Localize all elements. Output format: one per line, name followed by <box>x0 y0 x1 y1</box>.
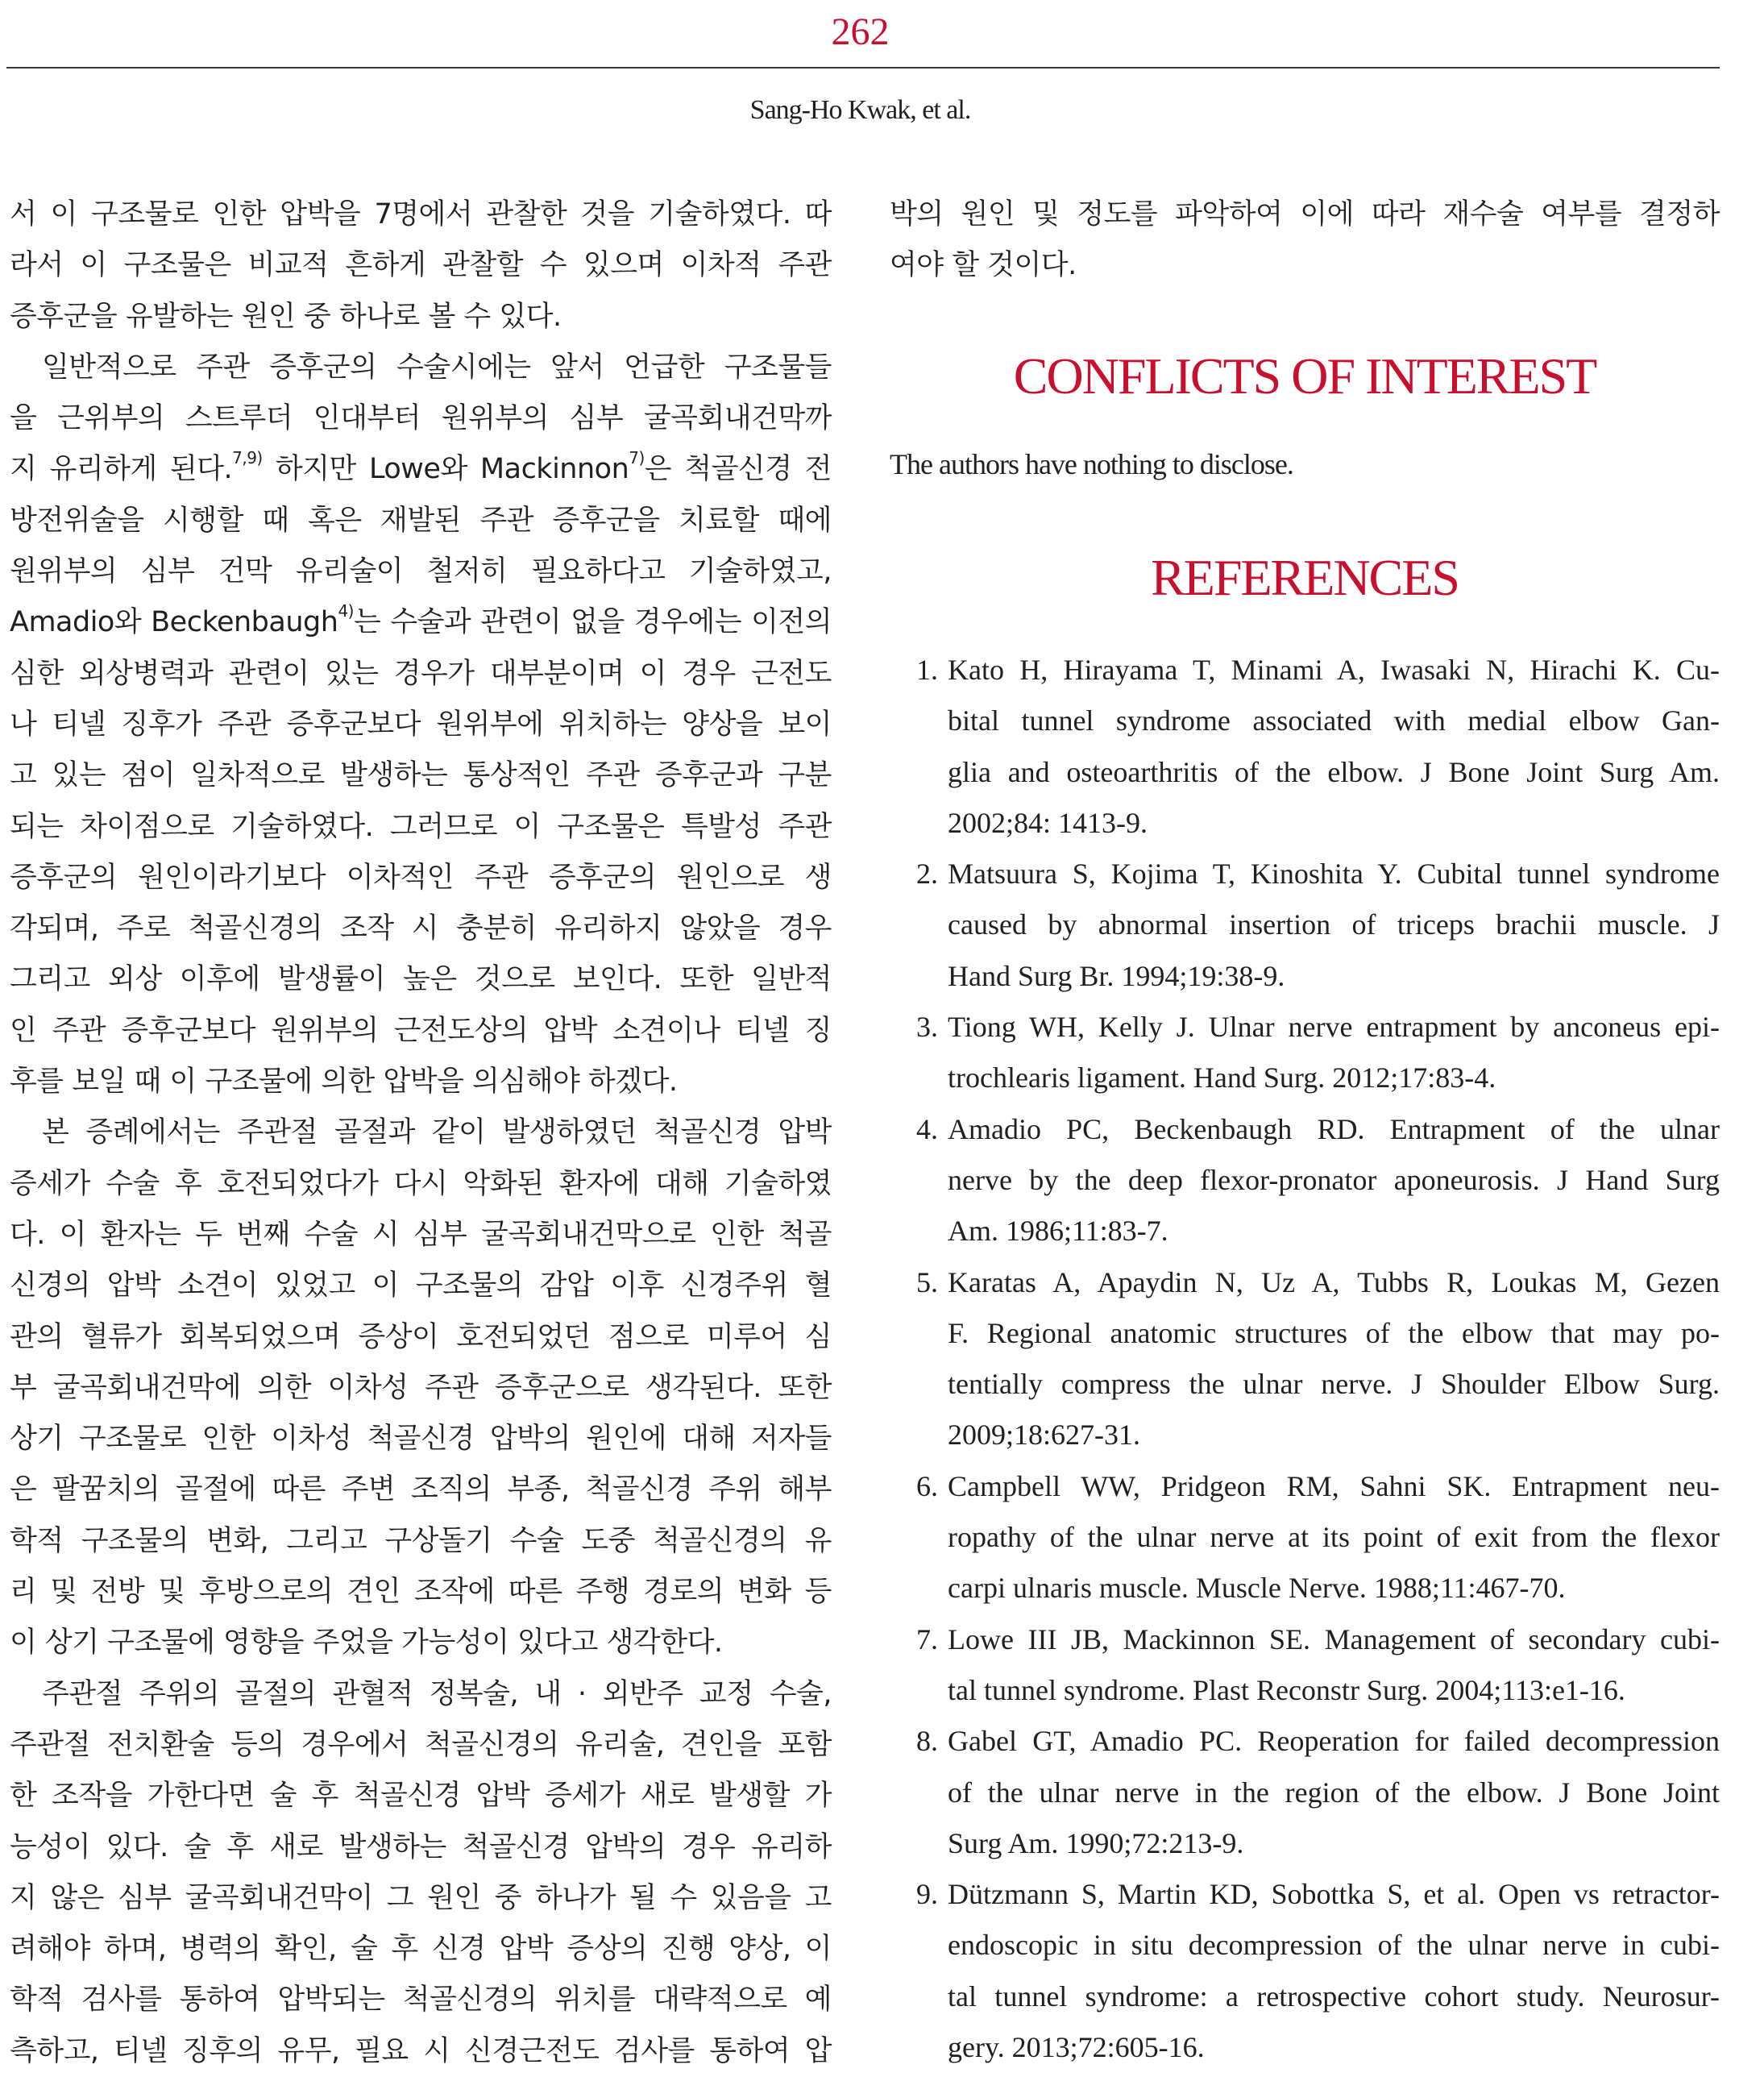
body-text: 은 척골신경 전 <box>644 453 832 486</box>
reference-number: 6. <box>916 1469 938 1502</box>
reference-item <box>890 1461 1720 1614</box>
reference-list <box>890 645 1720 2073</box>
reference-number: 4. <box>916 1112 938 1145</box>
body-line: 능성이 있다. 술 후 새로 발생하는 척골신경 압박의 경우 유리하 <box>10 1830 832 1863</box>
reference-line: Hand Surg Br. 1994;19:38-9. <box>948 959 1285 992</box>
reference-line: Tiong WH, Kelly J. Ulnar nerve entrapment by anconeus epi- <box>948 1011 1720 1044</box>
reference-item <box>890 1257 1720 1461</box>
reference-line: tentially compress the ulnar nerve. J Shoulder Elbow Surg. <box>948 1368 1720 1401</box>
body-line: 을 근위부의 스트루더 인대부터 원위부의 심부 굴곡회내건막까 <box>10 402 832 435</box>
reference-number: 2. <box>916 858 938 891</box>
reference-number: 3. <box>916 1011 938 1044</box>
body-line: 려해야 하며, 병력의 확인, 술 후 신경 압박 증상의 진행 양상, 이 <box>10 1933 832 1966</box>
body-line: 본 증례에서는 주관절 골절과 같이 발생하였던 척골신경 압박 <box>42 1116 832 1149</box>
reference-line: Gabel GT, Amadio PC. Reoperation for failed decompression <box>948 1725 1720 1758</box>
body-line: 후를 보일 때 이 구조물에 의한 압박을 의심해야 하겠다. <box>10 1066 678 1099</box>
reference-line: gery. 2013;72:605-16. <box>948 2031 1205 2064</box>
body-line: 인 주관 증후군보다 원위부의 근전도상의 압박 소견이나 티넬 징 <box>10 1014 832 1047</box>
body-line: 리 및 전방 및 후방으로의 견인 조작에 따른 주행 경로의 변화 등 <box>10 1576 832 1609</box>
body-line: 되는 차이점으로 기술하였다. 그러므로 이 구조물은 특발성 주관 <box>10 810 832 843</box>
citation: 4) <box>338 601 354 621</box>
body-line-with-citations <box>10 444 832 495</box>
body-line: 상기 구조물로 인한 이차성 척골신경 압박의 원인에 대해 저자들 <box>10 1423 832 1456</box>
body-line: 박의 원인 및 정도를 파악하여 이에 따라 재수술 여부를 결정하 <box>890 198 1720 231</box>
reference-number: 9. <box>916 1878 938 1911</box>
body-text: 하지만 Lowe와 Mackinnon <box>275 453 629 486</box>
reference-line: endoscopic in situ decompression of the ulnar nerve in cubi- <box>948 1929 1720 1962</box>
body-line: 원위부의 심부 건막 유리술이 철저히 필요하다고 기술하였고, <box>10 555 832 588</box>
reference-line: nerve by the deep flexor-pronator aponeurosis. J Hand Surg <box>948 1163 1720 1196</box>
left-column-body <box>10 189 832 2077</box>
reference-line: Matsuura S, Kojima T, Kinoshita Y. Cubital tunnel syndrome <box>948 858 1720 891</box>
body-line: 여야 할 것이다. <box>890 249 1077 282</box>
body-line: 부 굴곡회내건막에 의한 이차성 주관 증후군으로 생각된다. 또한 <box>10 1371 832 1404</box>
body-text: 는 수술과 관련이 없을 경우에는 이전의 <box>353 606 832 639</box>
body-line: 측하고, 티넬 징후의 유무, 필요 시 신경근전도 검사를 통하여 압 <box>10 2034 832 2067</box>
body-line: 한 조작을 가한다면 술 후 척골신경 압박 증세가 새로 발생할 가 <box>10 1780 832 1813</box>
reference-line: ropathy of the ulnar nerve at its point of exit from the flexor <box>948 1521 1720 1554</box>
body-line: 주관절 전치환술 등의 경우에서 척골신경의 유리술, 견인을 포함 <box>10 1728 832 1761</box>
body-line: 이 상기 구조물에 영향을 주었을 가능성이 있다고 생각한다. <box>10 1626 723 1660</box>
right-column <box>890 189 1720 2064</box>
body-line: 은 팔꿈치의 골절에 따른 주변 조직의 부종, 척골신경 주위 해부 <box>10 1473 832 1506</box>
reference-number: 5. <box>916 1265 938 1298</box>
running-head: Sang-Ho Kwak, et al. <box>749 95 971 125</box>
body-line: 심한 외상병력과 관련이 있는 경우가 대부분이며 이 경우 근전도 <box>10 657 832 690</box>
body-line: 각되며, 주로 척골신경의 조작 시 충분히 유리하지 않았을 경우 <box>10 912 832 945</box>
reference-item <box>890 1614 1720 1717</box>
header-divider <box>6 67 1720 69</box>
body-line: 신경의 압박 소견이 있었고 이 구조물의 감압 이후 신경주위 혈 <box>10 1269 832 1302</box>
page-number: 262 <box>831 10 890 53</box>
body-line: 고 있는 점이 일차적으로 발생하는 통상적인 주관 증후군과 구분 <box>10 759 832 792</box>
body-line: 라서 이 구조물은 비교적 흔하게 관찰할 수 있으며 이차적 주관 <box>10 249 832 282</box>
reference-line: Lowe III JB, Mackinnon SE. Management of secondary cubi- <box>948 1622 1720 1655</box>
reference-line: carpi ulnaris muscle. Muscle Nerve. 1988;11:467-70. <box>948 1572 1566 1605</box>
reference-line: Campbell WW, Pridgeon RM, Sahni SK. Entrapment neu- <box>948 1469 1720 1502</box>
reference-line: Dützmann S, Martin KD, Sobottka S, et al. Open vs retractor- <box>948 1878 1720 1911</box>
body-line: 방전위술을 시행할 때 혹은 재발된 주관 증후군을 치료할 때에 <box>10 504 832 537</box>
body-line: 주관절 주위의 골절의 관혈적 정복술, 내 · 외반주 교정 수술, <box>42 1677 832 1710</box>
reference-line: 2002;84: 1413-9. <box>948 806 1148 839</box>
body-line: 그리고 외상 이후에 발생률이 높은 것으로 보인다. 또한 일반적 <box>10 963 832 996</box>
reference-line: trochlearis ligament. Hand Surg. 2012;17:83-4. <box>948 1061 1496 1095</box>
body-line: 다. 이 환자는 두 번째 수술 시 심부 굴곡회내건막으로 인한 척골 <box>10 1218 832 1251</box>
body-line: 서 이 구조물로 인한 압박을 7명에서 관찰한 것을 기술하였다. 따 <box>10 198 832 231</box>
body-line: 증세가 수술 후 호전되었다가 다시 악화된 환자에 대해 기술하였 <box>10 1167 832 1200</box>
reference-line: tal tunnel syndrome. Plast Reconstr Surg. 2004;113:e1-16. <box>948 1673 1625 1706</box>
reference-line: 2009;18:627-31. <box>948 1419 1140 1452</box>
body-line: 관의 혈류가 회복되었으며 증상이 호전되었던 점으로 미루어 심 <box>10 1320 832 1353</box>
body-text: 지 유리하게 된다. <box>10 453 233 486</box>
reference-item <box>890 1869 1720 2073</box>
body-line-with-citation <box>10 597 832 648</box>
reference-number: 7. <box>916 1622 938 1655</box>
reference-item <box>890 1104 1720 1257</box>
body-line: 지 않은 심부 굴곡회내건막이 그 원인 중 하나가 될 수 있음을 고 <box>10 1881 832 1914</box>
body-line: 학적 검사를 통하여 압박되는 척골신경의 위치를 대략적으로 예 <box>10 1984 832 2017</box>
reference-line: caused by abnormal insertion of triceps brachii muscle. J <box>948 908 1720 941</box>
reference-line: F. Regional anatomic structures of the elbow that may po- <box>948 1316 1720 1349</box>
body-line: 나 티넬 징후가 주관 증후군보다 원위부에 위치하는 양상을 보이 <box>10 708 832 741</box>
body-line: 증후군의 원인이라기보다 이차적인 주관 증후군의 원인으로 생 <box>10 861 832 894</box>
reference-line: tal tunnel syndrome: a retrospective cohort study. Neurosur- <box>948 1979 1720 2013</box>
body-line: 일반적으로 주관 증후군의 수술시에는 앞서 언급한 구조물들 <box>42 351 832 384</box>
reference-line: Surg Am. 1990;72:213-9. <box>948 1826 1244 1859</box>
body-line: 학적 구조물의 변화, 그리고 구상돌기 수술 도중 척골신경의 유 <box>10 1524 832 1557</box>
reference-number: 8. <box>916 1725 938 1758</box>
conflicts-of-interest-heading: CONFLICTS OF INTEREST <box>1013 347 1596 405</box>
reference-line: Karatas A, Apaydin N, Uz A, Tubbs R, Loukas M, Gezen <box>948 1265 1720 1298</box>
citation: 7) <box>629 448 645 468</box>
references-heading: REFERENCES <box>1151 549 1459 606</box>
reference-line: Amadio PC, Beckenbaugh RD. Entrapment of the ulnar <box>948 1112 1720 1145</box>
conflicts-statement: The authors have nothing to disclose. <box>890 448 1293 480</box>
reference-line: Kato H, Hirayama T, Minami A, Iwasaki N, Hirachi K. Cu- <box>948 654 1720 686</box>
reference-item <box>890 1716 1720 1869</box>
body-line: 증후군을 유발하는 원인 중 하나로 볼 수 있다. <box>10 300 562 333</box>
reference-line: Am. 1986;11:83-7. <box>948 1215 1168 1248</box>
citation: 7,9) <box>232 448 263 468</box>
reference-number: 1. <box>916 654 938 686</box>
reference-line: of the ulnar nerve in the region of the elbow. J Bone Joint <box>948 1776 1720 1809</box>
reference-line: glia and osteoarthritis of the elbow. J Bone Joint Surg Am. <box>948 755 1720 788</box>
reference-item <box>890 1002 1720 1104</box>
reference-item <box>890 645 1720 849</box>
reference-line: bital tunnel syndrome associated with medial elbow Gan- <box>948 704 1720 737</box>
reference-item <box>890 849 1720 1002</box>
body-text: Amadio와 Beckenbaugh <box>10 606 338 639</box>
